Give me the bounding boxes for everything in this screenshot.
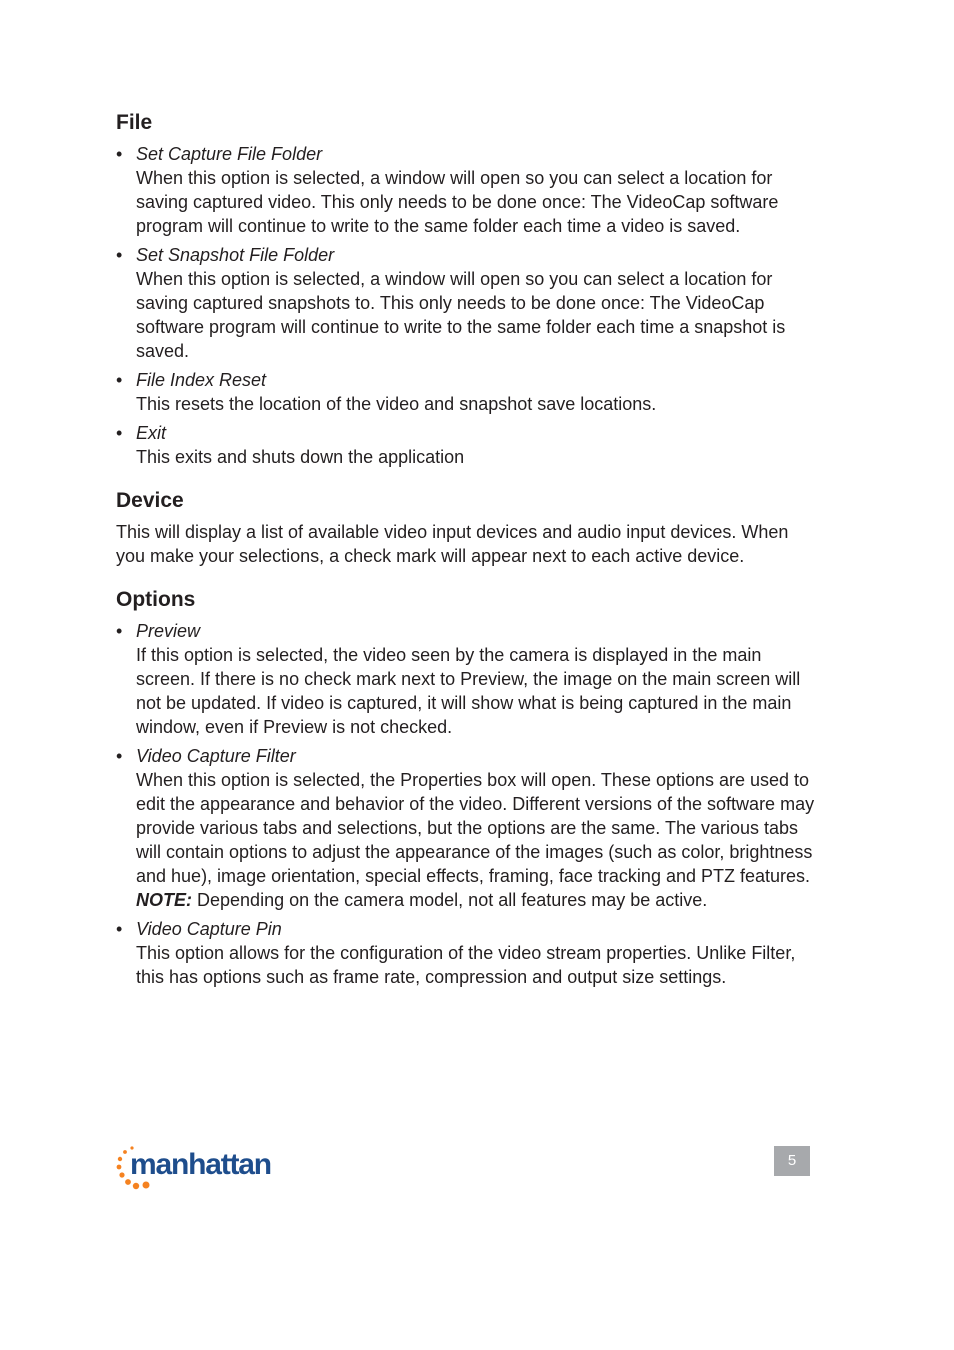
list-item	[116, 421, 816, 469]
logo-wordmark: manhattan	[130, 1148, 271, 1181]
item-description: When this option is selected, a window will open so you can select a location for saving captured video. This only needs to be done once: The VideoCap software program will continue to write to the same folder each time a video is saved.	[136, 168, 779, 236]
bullet: •	[116, 370, 123, 390]
bullet: •	[116, 423, 123, 443]
heading-options: Options	[116, 588, 196, 611]
item-description: This option allows for the configuration of the video stream properties. Unlike Filter, this has options such as frame rate, compression and output size settings.	[136, 943, 796, 987]
heading-device: Device	[116, 489, 184, 512]
page-content	[116, 108, 816, 994]
bullet: •	[116, 621, 123, 641]
device-description: This will display a list of available video input devices and audio input devices. When you make your selections, a check mark will appear next to each active device.	[116, 522, 789, 566]
item-title: Video Capture Pin	[136, 919, 282, 939]
list-item	[116, 619, 816, 739]
options-menu-list	[116, 619, 816, 989]
bullet: •	[116, 245, 123, 265]
list-item	[116, 368, 816, 416]
bullet: •	[116, 919, 123, 939]
section-device	[116, 486, 816, 568]
item-description: This resets the location of the video and snapshot save locations.	[136, 394, 657, 414]
item-description-with-note	[136, 768, 816, 912]
bullet: •	[116, 746, 123, 766]
item-description: If this option is selected, the video seen by the camera is displayed in the main screen. If there is no check mark next to Preview, the image on the main screen will not be updated. If video is captured, it will show what is being captured in the main window, even if Preview is not checked.	[136, 645, 801, 737]
list-item	[116, 917, 816, 989]
file-menu-list	[116, 142, 816, 469]
note-text: Depending on the camera model, not all features may be active.	[197, 890, 708, 910]
item-description: This exits and shuts down the application	[136, 447, 465, 467]
item-title: Preview	[136, 621, 201, 641]
bullet: •	[116, 144, 123, 164]
section-options	[116, 585, 816, 989]
note-label: NOTE:	[136, 890, 192, 910]
heading-file: File	[116, 111, 153, 134]
page-number: 5	[774, 1146, 810, 1176]
item-title: Set Snapshot File Folder	[136, 245, 335, 265]
list-item	[116, 744, 816, 912]
item-title: Set Capture File Folder	[136, 144, 323, 164]
item-description: When this option is selected, a window will open so you can select a location for saving captured snapshots to. This only needs to be done once: The VideoCap software program will continue to write to the same folder each time a snapshot is saved.	[136, 269, 786, 361]
section-file	[116, 108, 816, 469]
manhattan-logo	[114, 1140, 294, 1196]
item-title: File Index Reset	[136, 370, 267, 390]
item-description: When this option is selected, the Properties box will open. These options are used to edit the appearance and behavior of the video. Different versions of the software may provide various tabs and selections, but the options are the same. The various tabs will contain options to adjust the appearance of the images (such as color, brightness and hue), image orientation, special effects, framing, face tracking and PTZ features.	[136, 770, 815, 886]
item-title: Exit	[136, 423, 167, 443]
list-item	[116, 142, 816, 238]
list-item	[116, 243, 816, 363]
item-title: Video Capture Filter	[136, 746, 296, 766]
